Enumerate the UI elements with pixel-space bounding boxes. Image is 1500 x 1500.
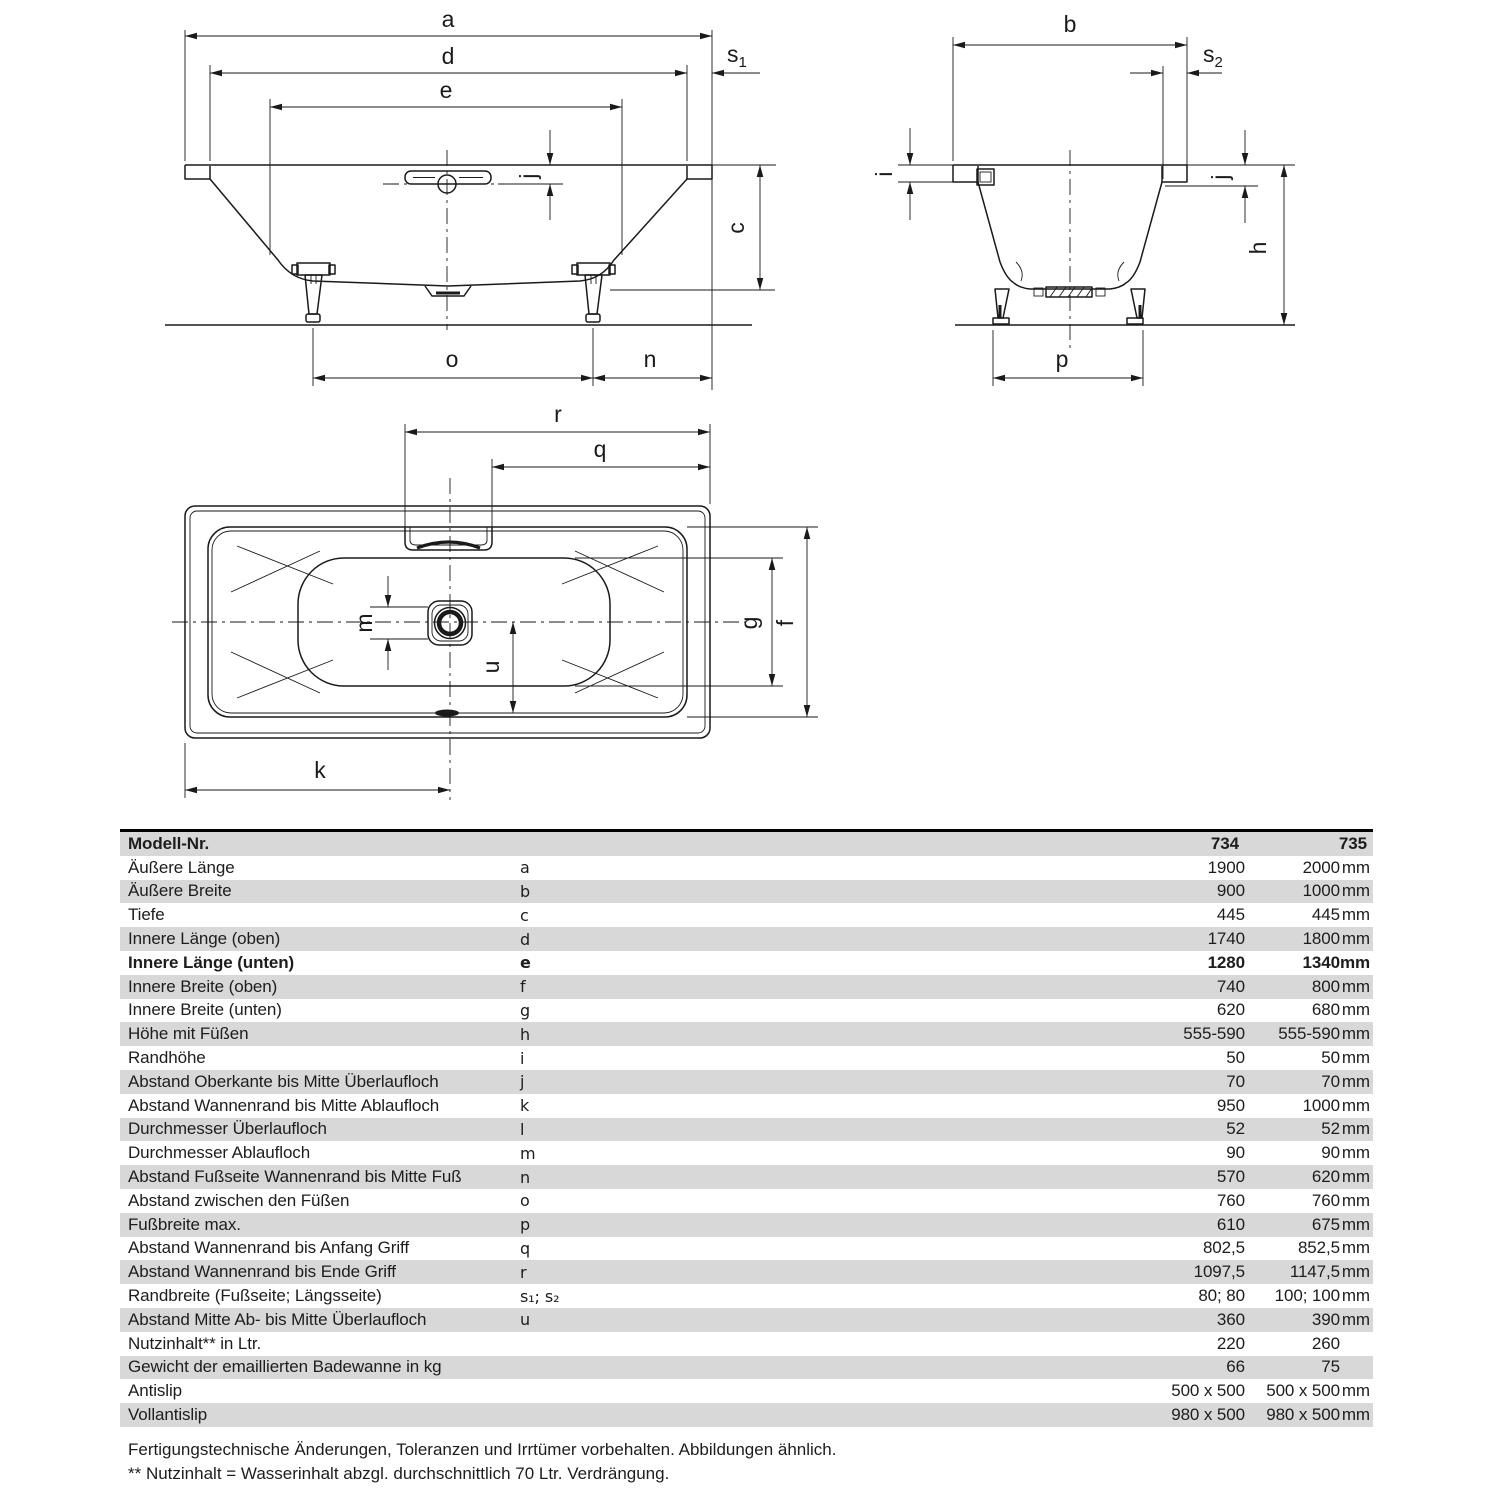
row-unit: mm bbox=[1341, 976, 1370, 996]
row-value-734: 1740 bbox=[1207, 929, 1245, 949]
row-value-734: 980 x 500 bbox=[1171, 1405, 1245, 1425]
row-value-734: 555-590 bbox=[1183, 1024, 1245, 1044]
row-symbol: d bbox=[520, 929, 531, 949]
row-value-735 bbox=[1245, 905, 1373, 925]
row-unit: mm bbox=[1339, 952, 1370, 972]
row-value-735 bbox=[1245, 953, 1373, 973]
table-row bbox=[120, 1308, 1373, 1332]
leg-left-end bbox=[995, 289, 1009, 318]
dim-label-s2: $s_2$ bbox=[1203, 41, 1223, 71]
dim-label-d: d bbox=[441, 43, 455, 69]
row-value-734: 220 bbox=[1216, 1333, 1245, 1353]
row-label: Äußere Breite bbox=[128, 881, 232, 901]
wall-left-end bbox=[978, 182, 1014, 283]
table-row bbox=[120, 1022, 1373, 1046]
table-body bbox=[120, 856, 1373, 1427]
row-unit: mm bbox=[1341, 1000, 1370, 1020]
wall-right-end bbox=[1126, 182, 1162, 283]
row-label: Abstand Oberkante bis Mitte Überlaufloch bbox=[128, 1071, 439, 1091]
table-row bbox=[120, 1070, 1373, 1094]
row-unit: mm bbox=[1341, 857, 1370, 877]
row-value-735 bbox=[1245, 1119, 1373, 1139]
row-symbol: o bbox=[520, 1191, 530, 1211]
row-symbol: b bbox=[520, 881, 531, 901]
row-value-735 bbox=[1245, 1072, 1373, 1092]
row-value-734: 802,5 bbox=[1202, 1238, 1245, 1258]
row-unit: mm bbox=[1341, 1071, 1370, 1091]
row-value-734: 70 bbox=[1226, 1071, 1245, 1091]
row-value-735-number: 760 bbox=[1311, 1190, 1340, 1210]
row-value-735 bbox=[1245, 1238, 1373, 1258]
row-value-734: 570 bbox=[1216, 1167, 1245, 1187]
dim-label-b: b bbox=[1063, 11, 1077, 37]
footnote-tolerances: Fertigungstechnische Änderungen, Toleranzen und Irrtümer vorbehalten. Abbildungen ähnlich. bbox=[128, 1440, 837, 1459]
row-value-734: 80; 80 bbox=[1198, 1286, 1245, 1306]
row-value-735-number: 555-590 bbox=[1278, 1024, 1340, 1044]
dim-label-g: g bbox=[736, 616, 762, 630]
row-unit: mm bbox=[1341, 1405, 1370, 1425]
row-label: Randbreite (Fußseite; Längsseite) bbox=[128, 1286, 382, 1306]
row-value-735-number: 1800 bbox=[1302, 929, 1340, 949]
row-unit: mm bbox=[1341, 881, 1370, 901]
row-symbol: q bbox=[520, 1238, 531, 1258]
row-value-735 bbox=[1245, 858, 1373, 878]
table-row bbox=[120, 927, 1373, 951]
row-value-734: 740 bbox=[1216, 976, 1245, 996]
row-symbol: m bbox=[520, 1143, 536, 1163]
row-symbol: n bbox=[520, 1167, 531, 1187]
row-value-735 bbox=[1245, 1167, 1373, 1187]
row-value-735-number: 260 bbox=[1311, 1333, 1340, 1353]
row-value-734: 66 bbox=[1226, 1357, 1245, 1377]
table-row bbox=[120, 1379, 1373, 1403]
dim-label-e: e bbox=[439, 77, 453, 103]
row-unit: mm bbox=[1341, 1119, 1370, 1139]
row-unit: mm bbox=[1341, 1381, 1370, 1401]
rim-right-end bbox=[1162, 165, 1187, 182]
row-label: Randhöhe bbox=[128, 1048, 206, 1068]
tub-rim-left bbox=[185, 165, 210, 179]
table-row bbox=[120, 975, 1373, 999]
row-unit: mm bbox=[1341, 1309, 1370, 1329]
table-row bbox=[120, 951, 1373, 975]
row-unit: mm bbox=[1341, 1048, 1370, 1068]
footnote-capacity: ** Nutzinhalt = Wasserinhalt abzgl. durchschnittlich 70 Ltr. Verdrängung. bbox=[128, 1463, 670, 1483]
row-label: Fußbreite max. bbox=[128, 1214, 241, 1234]
row-value-735-number: 2000 bbox=[1302, 857, 1340, 877]
row-value-734: 900 bbox=[1216, 881, 1245, 901]
dim-label-j-end: j bbox=[1207, 174, 1233, 180]
row-label: Antislip bbox=[128, 1381, 183, 1401]
row-value-735 bbox=[1245, 929, 1373, 949]
row-value-735 bbox=[1245, 1262, 1373, 1282]
end-view bbox=[871, 11, 1295, 386]
row-unit bbox=[1340, 1334, 1373, 1354]
dim-label-i: i bbox=[871, 171, 897, 177]
row-unit: mm bbox=[1341, 929, 1370, 949]
table-row bbox=[120, 1046, 1373, 1070]
table-row bbox=[120, 1284, 1373, 1308]
row-value-735 bbox=[1245, 1357, 1373, 1377]
row-unit: mm bbox=[1341, 1238, 1370, 1258]
row-symbol: c bbox=[520, 905, 529, 925]
row-value-734: 445 bbox=[1216, 905, 1245, 925]
row-unit: mm bbox=[1341, 1214, 1370, 1234]
row-value-735 bbox=[1245, 1000, 1373, 1020]
row-label: Abstand Fußseite Wannenrand bis Mitte Fuß bbox=[128, 1167, 462, 1187]
row-label: Höhe mit Füßen bbox=[128, 1024, 249, 1044]
leg-right-end bbox=[1131, 289, 1145, 318]
row-label: Abstand Wannenrand bis Ende Griff bbox=[128, 1262, 396, 1282]
row-value-734: 50 bbox=[1226, 1048, 1245, 1068]
row-value-735-number: 1000 bbox=[1302, 881, 1340, 901]
dim-label-o: o bbox=[445, 346, 459, 372]
row-value-734: 760 bbox=[1216, 1190, 1245, 1210]
table-row bbox=[120, 1237, 1373, 1261]
dim-label-c: c bbox=[723, 222, 749, 234]
row-value-735 bbox=[1245, 977, 1373, 997]
row-value-734: 500 x 500 bbox=[1171, 1381, 1245, 1401]
row-value-734: 52 bbox=[1226, 1119, 1245, 1139]
dim-label-r: r bbox=[554, 401, 562, 427]
row-symbol: a bbox=[520, 858, 530, 878]
row-value-735-number: 390 bbox=[1311, 1309, 1340, 1329]
table-row bbox=[120, 1141, 1373, 1165]
overflow-fitting bbox=[977, 169, 994, 185]
tub-rim-right bbox=[687, 165, 712, 179]
row-symbol: e bbox=[520, 953, 531, 973]
row-value-735-number: 1340 bbox=[1302, 952, 1340, 972]
table-row bbox=[120, 1213, 1373, 1237]
table-row bbox=[120, 1094, 1373, 1118]
dim-label-p: p bbox=[1055, 346, 1069, 372]
row-symbol: p bbox=[520, 1215, 531, 1235]
table-row bbox=[120, 1189, 1373, 1213]
foot-right bbox=[572, 263, 615, 322]
row-label: Vollantislip bbox=[128, 1405, 208, 1425]
row-unit: mm bbox=[1341, 1262, 1370, 1282]
row-value-735-number: 100; 100 bbox=[1274, 1286, 1340, 1306]
row-unit: mm bbox=[1341, 1143, 1370, 1163]
table-row bbox=[120, 1260, 1373, 1284]
row-label: Abstand Mitte Ab- bis Mitte Überlaufloch bbox=[128, 1309, 427, 1329]
row-value-734: 950 bbox=[1216, 1095, 1245, 1115]
row-value-735-number: 445 bbox=[1311, 905, 1340, 925]
row-value-735 bbox=[1245, 1215, 1373, 1235]
header-label: Modell-Nr. bbox=[128, 833, 210, 853]
row-label: Innere Länge (unten) bbox=[128, 952, 295, 972]
dim-label-u: u bbox=[478, 660, 504, 674]
row-label: Innere Länge (oben) bbox=[128, 929, 281, 949]
row-symbol: u bbox=[520, 1310, 531, 1330]
table-row bbox=[120, 1356, 1373, 1380]
row-value-735 bbox=[1245, 1191, 1373, 1211]
row-unit: mm bbox=[1341, 1167, 1370, 1187]
row-label: Abstand Wannenrand bis Mitte Ablaufloch bbox=[128, 1095, 440, 1115]
row-value-735-number: 675 bbox=[1311, 1214, 1340, 1234]
table-row bbox=[120, 1332, 1373, 1356]
row-value-735 bbox=[1245, 1048, 1373, 1068]
row-symbol: l bbox=[520, 1119, 525, 1139]
header-model-734: 734 bbox=[1210, 833, 1239, 853]
table-header-row bbox=[120, 832, 1373, 856]
row-value-735 bbox=[1245, 1286, 1373, 1306]
table-row bbox=[120, 1403, 1373, 1427]
row-unit: mm bbox=[1341, 905, 1370, 925]
row-label: Äußere Länge bbox=[128, 857, 235, 877]
row-symbol: s₁; s₂ bbox=[520, 1286, 560, 1306]
row-value-735-number: 620 bbox=[1311, 1167, 1340, 1187]
row-value-735-number: 52 bbox=[1321, 1119, 1340, 1139]
row-unit: mm bbox=[1341, 1024, 1370, 1044]
row-label: Innere Breite (unten) bbox=[128, 1000, 282, 1020]
row-label: Nutzinhalt** in Ltr. bbox=[128, 1333, 262, 1353]
dim-label-a: a bbox=[441, 6, 455, 32]
row-label: Abstand zwischen den Füßen bbox=[128, 1190, 350, 1210]
row-symbol: f bbox=[520, 977, 526, 997]
header-model-735: 735 bbox=[1338, 833, 1367, 853]
row-value-735 bbox=[1245, 1405, 1373, 1425]
row-unit: mm bbox=[1341, 1286, 1370, 1306]
row-value-735 bbox=[1245, 1143, 1373, 1163]
row-value-735-number: 500 x 500 bbox=[1266, 1381, 1340, 1401]
table-row bbox=[120, 1165, 1373, 1189]
row-value-735-number: 50 bbox=[1321, 1048, 1340, 1068]
footnotes bbox=[128, 1438, 837, 1485]
dim-label-s1: $s_1$ bbox=[727, 41, 747, 71]
row-value-735-number: 800 bbox=[1311, 976, 1340, 996]
foot-left bbox=[292, 263, 335, 322]
rim-left-end bbox=[953, 165, 978, 182]
row-label: Innere Breite (oben) bbox=[128, 976, 278, 996]
row-value-734: 1900 bbox=[1207, 857, 1245, 877]
side-view bbox=[165, 6, 776, 390]
row-symbol: r bbox=[520, 1262, 527, 1282]
table-row bbox=[120, 903, 1373, 927]
row-value-735 bbox=[1245, 1381, 1373, 1401]
row-unit bbox=[1340, 1357, 1373, 1377]
row-value-735 bbox=[1245, 1096, 1373, 1116]
row-value-735-number: 90 bbox=[1321, 1143, 1340, 1163]
row-symbol: k bbox=[520, 1096, 530, 1116]
row-value-735 bbox=[1245, 1334, 1373, 1354]
dim-label-k: k bbox=[314, 757, 326, 783]
row-value-735-number: 852,5 bbox=[1297, 1238, 1340, 1258]
row-value-735 bbox=[1245, 1310, 1373, 1330]
row-value-735-number: 680 bbox=[1311, 1000, 1340, 1020]
dim-label-q: q bbox=[593, 436, 607, 462]
dim-label-n: n bbox=[643, 346, 657, 372]
row-label: Durchmesser Überlaufloch bbox=[128, 1119, 327, 1139]
row-value-735-number: 1000 bbox=[1302, 1095, 1340, 1115]
row-label: Durchmesser Ablaufloch bbox=[128, 1143, 311, 1163]
row-value-734: 1097,5 bbox=[1193, 1262, 1245, 1282]
row-value-735-number: 1147,5 bbox=[1289, 1262, 1340, 1282]
row-label: Gewicht der emaillierten Badewanne in kg bbox=[128, 1357, 442, 1377]
row-value-735-number: 75 bbox=[1321, 1357, 1340, 1377]
dim-label-j-side: j bbox=[515, 173, 541, 179]
row-value-735-number: 980 x 500 bbox=[1266, 1405, 1340, 1425]
table-row bbox=[120, 999, 1373, 1023]
row-symbol: g bbox=[520, 1000, 531, 1020]
row-label: Abstand Wannenrand bis Anfang Griff bbox=[128, 1238, 409, 1258]
table-row bbox=[120, 1118, 1373, 1142]
table-row bbox=[120, 856, 1373, 880]
row-value-735 bbox=[1245, 1024, 1373, 1044]
row-value-734: 1280 bbox=[1207, 952, 1245, 972]
row-value-734: 620 bbox=[1216, 1000, 1245, 1020]
row-unit: mm bbox=[1341, 1190, 1370, 1210]
dim-label-m: m bbox=[351, 613, 377, 633]
row-label: Tiefe bbox=[128, 905, 165, 925]
dim-label-h: h bbox=[1245, 241, 1271, 255]
row-value-734: 610 bbox=[1216, 1214, 1245, 1234]
row-value-735-number: 70 bbox=[1321, 1071, 1340, 1091]
row-symbol: i bbox=[520, 1048, 525, 1068]
row-symbol: j bbox=[520, 1072, 525, 1092]
row-symbol: h bbox=[520, 1024, 531, 1044]
row-unit: mm bbox=[1341, 1095, 1370, 1115]
top-view bbox=[172, 401, 818, 800]
table-row bbox=[120, 880, 1373, 904]
row-value-734: 360 bbox=[1216, 1309, 1245, 1329]
spec-table bbox=[120, 829, 1373, 1427]
row-value-735 bbox=[1245, 881, 1373, 901]
row-value-734: 90 bbox=[1226, 1143, 1245, 1163]
dim-label-f: f bbox=[772, 619, 798, 627]
